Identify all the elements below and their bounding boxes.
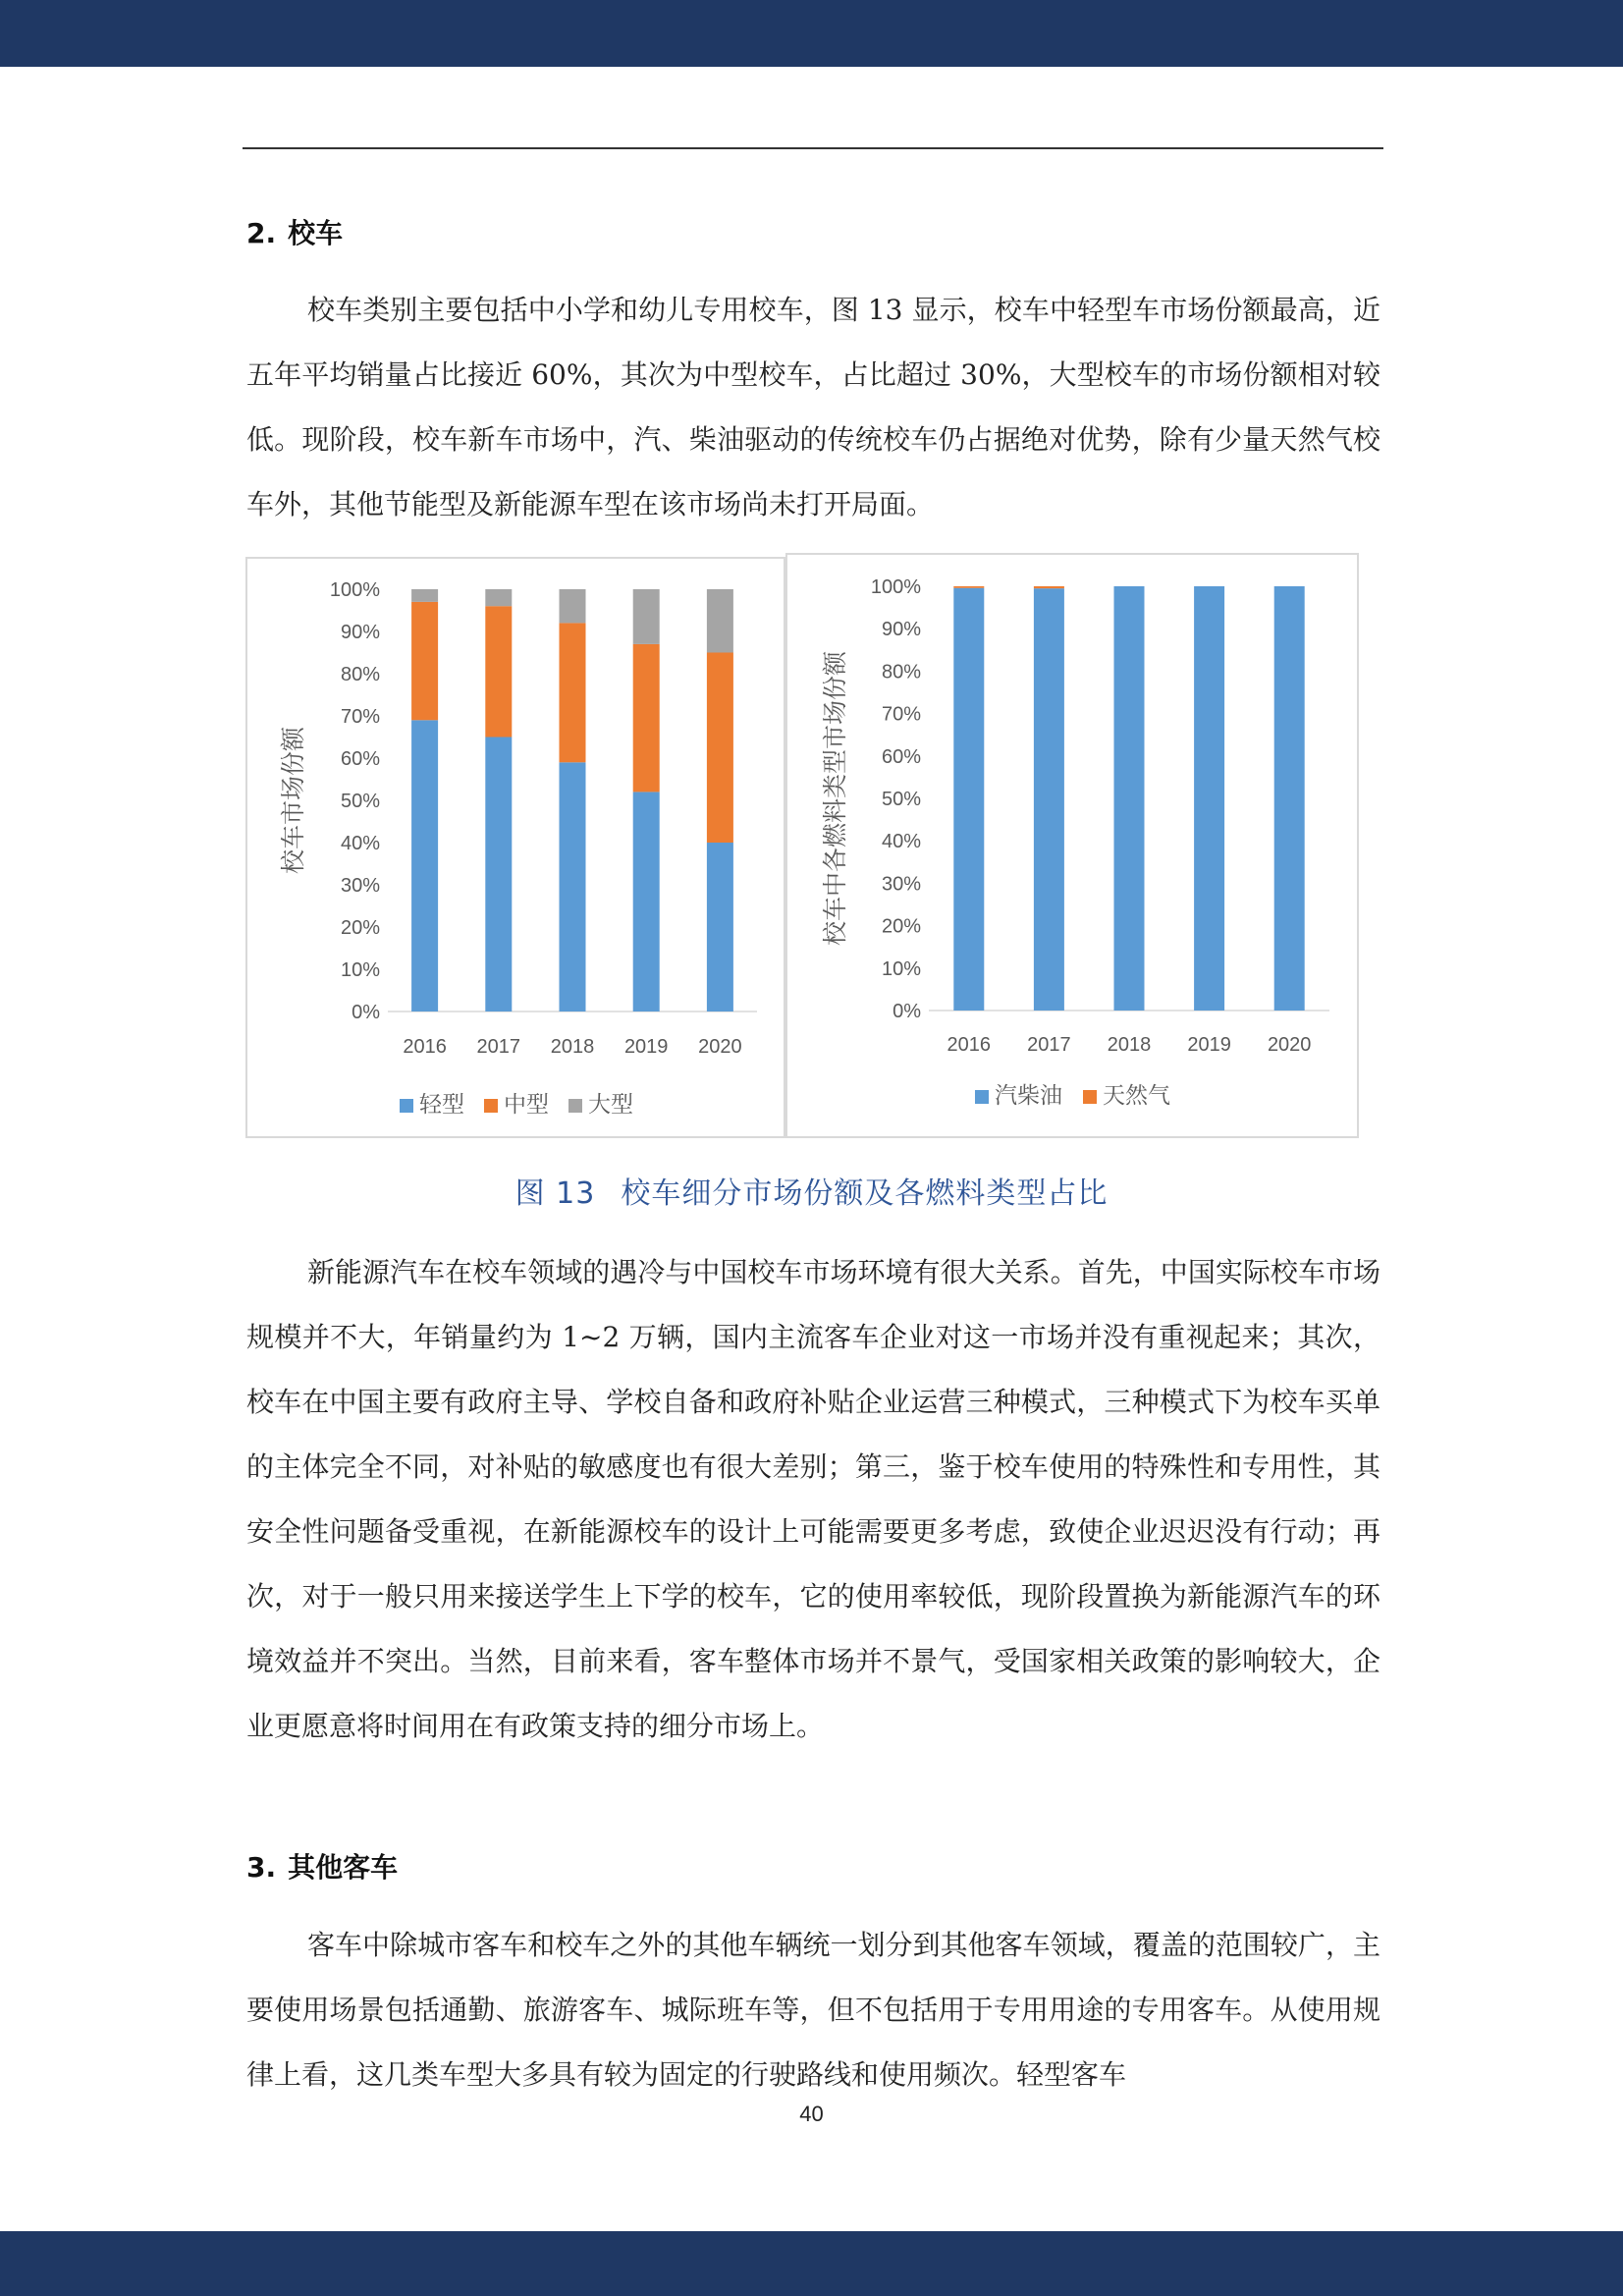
bar-segment — [633, 589, 660, 644]
y-tick-label: 0% — [893, 1001, 921, 1022]
section-title: 校车 — [288, 217, 344, 249]
chart-vehicle-size-share — [245, 557, 785, 1138]
y-tick-label: 0% — [352, 1002, 380, 1023]
legend-swatch — [975, 1090, 989, 1104]
school-bus-paragraph: 校车类别主要包括中小学和幼儿专用校车，图 13 显示，校车中轻型车市场份额最高，近五年平均销量占比接近 60%，其次为中型校车，占比超过 30%，大型校车的市场份额相对较低。现阶段，校车新车市场中，汽、柴油驱动的传统校车仍占据绝对优势，除有少量天然气校车外，其他节能型及新能源车型在该市场尚未打开局面。 — [246, 294, 1380, 520]
x-tick-label: 2017 — [1027, 1034, 1071, 1056]
bar-segment — [1034, 586, 1064, 588]
bar-segment — [485, 738, 512, 1012]
chart-vehicle-size-share-svg — [247, 559, 787, 1140]
legend-swatch — [484, 1099, 498, 1113]
chart-fuel-type-share — [785, 553, 1359, 1138]
legend-swatch — [568, 1099, 582, 1113]
legend-swatch — [400, 1099, 413, 1113]
x-tick-label: 2018 — [550, 1036, 595, 1058]
bar-segment — [485, 589, 512, 606]
bar-segment — [707, 589, 733, 653]
figure-caption — [0, 1169, 1623, 1212]
legend-label: 大型 — [588, 1091, 633, 1117]
top-color-band — [0, 0, 1623, 67]
y-tick-label: 10% — [881, 957, 921, 980]
legend-label: 轻型 — [419, 1091, 464, 1117]
x-tick-label: 2020 — [1267, 1034, 1312, 1056]
y-tick-label: 90% — [340, 622, 380, 643]
y-tick-label: 40% — [881, 831, 921, 853]
section-number: 2. — [246, 217, 277, 249]
y-tick-label: 70% — [340, 706, 380, 728]
bottom-color-band — [0, 2231, 1623, 2296]
y-tick-label: 100% — [870, 576, 921, 598]
section-number: 3. — [246, 1851, 277, 1884]
bar-segment — [707, 843, 733, 1011]
y-tick-label: 100% — [329, 579, 380, 601]
bar-segment — [1114, 586, 1145, 1011]
figure-number: 图 13 — [514, 1176, 596, 1211]
section-title: 其他客车 — [288, 1851, 399, 1884]
bar-segment — [560, 589, 586, 623]
y-tick-label: 60% — [340, 748, 380, 770]
x-tick-label: 2016 — [403, 1036, 447, 1058]
bar-segment — [560, 762, 586, 1011]
bar-segment — [633, 792, 660, 1011]
y-axis-title: 校车中各燃料类型市场份额 — [822, 650, 849, 947]
y-tick-label: 60% — [881, 745, 921, 768]
y-axis-title: 校车市场份额 — [280, 726, 307, 875]
x-tick-label: 2018 — [1107, 1034, 1152, 1056]
x-tick-label: 2019 — [623, 1036, 669, 1058]
bar-segment — [411, 602, 438, 720]
x-tick-label: 2019 — [1187, 1034, 1231, 1056]
bar-segment — [953, 588, 984, 1011]
legend-label: 中型 — [504, 1091, 549, 1117]
bar-segment — [1274, 586, 1305, 1011]
bar-segment — [633, 644, 660, 793]
header-rule — [243, 147, 1383, 149]
y-tick-label: 70% — [881, 703, 921, 726]
legend-label: 天然气 — [1103, 1082, 1170, 1108]
x-tick-label: 2017 — [476, 1036, 521, 1058]
y-tick-label: 90% — [881, 619, 921, 641]
y-tick-label: 20% — [881, 915, 921, 938]
bar-segment — [411, 720, 438, 1011]
bar-segment — [953, 586, 984, 588]
other-bus-paragraph: 客车中除城市客车和校车之外的其他车辆统一划分到其他客车领域，覆盖的范围较广，主要使用场景包括通勤、旅游客车、城际班车等，但不包括用于专用用途的专用客车。从使用规律上看，这几类车型大多具有较为固定的行驶路线和使用频次。轻型客车 — [246, 1929, 1380, 2091]
bar-segment — [560, 623, 586, 762]
bar-segment — [707, 653, 733, 844]
x-tick-label: 2020 — [698, 1036, 742, 1058]
chart-fuel-type-share-svg — [787, 555, 1361, 1140]
legend-label: 汽柴油 — [995, 1082, 1062, 1108]
y-tick-label: 30% — [340, 875, 380, 897]
y-tick-label: 10% — [340, 959, 380, 981]
section-heading-other-bus — [246, 1846, 398, 1886]
y-tick-label: 20% — [340, 917, 380, 939]
figure-caption-text: 校车细分市场份额及各燃料类型占比 — [621, 1176, 1109, 1211]
x-tick-label: 2016 — [947, 1034, 992, 1056]
page-number: 40 — [799, 2102, 824, 2126]
bar-segment — [411, 589, 438, 602]
y-tick-label: 80% — [340, 664, 380, 685]
bar-segment — [1034, 588, 1064, 1011]
bar-segment — [485, 606, 512, 737]
market-environment-paragraph: 新能源汽车在校车领域的遇冷与中国校车市场环境有很大关系。首先，中国实际校车市场规模并不大，年销量约为 1~2 万辆，国内主流客车企业对这一市场并没有重视起来；其次，校车在中国主要有政府主导、学校自备和政府补贴企业运营三种模式，三种模式下为校车买单的主体完全不同，对补贴的敏感度也有很大差别；第三，鉴于校车使用的特殊性和专用性，其安全性问题备受重视，在新能源校车的设计上可能需要更多考虑，致使企业迟迟没有行动；再次，对于一般只用来接送学生上下学的校车，它的使用率较低，现阶段置换为新能源汽车的环境效益并不突出。当然，目前来看，客车整体市场并不景气，受国家相关政策的影响较大，企业更愿意将时间用在有政策支持的细分市场上。 — [246, 1256, 1380, 1742]
y-tick-label: 30% — [881, 873, 921, 896]
y-tick-label: 40% — [340, 833, 380, 854]
bar-segment — [1194, 586, 1224, 1011]
y-tick-label: 80% — [881, 661, 921, 683]
legend-swatch — [1083, 1090, 1097, 1104]
y-tick-label: 50% — [881, 789, 921, 810]
y-tick-label: 50% — [340, 791, 380, 812]
section-heading-school-bus — [246, 212, 343, 251]
